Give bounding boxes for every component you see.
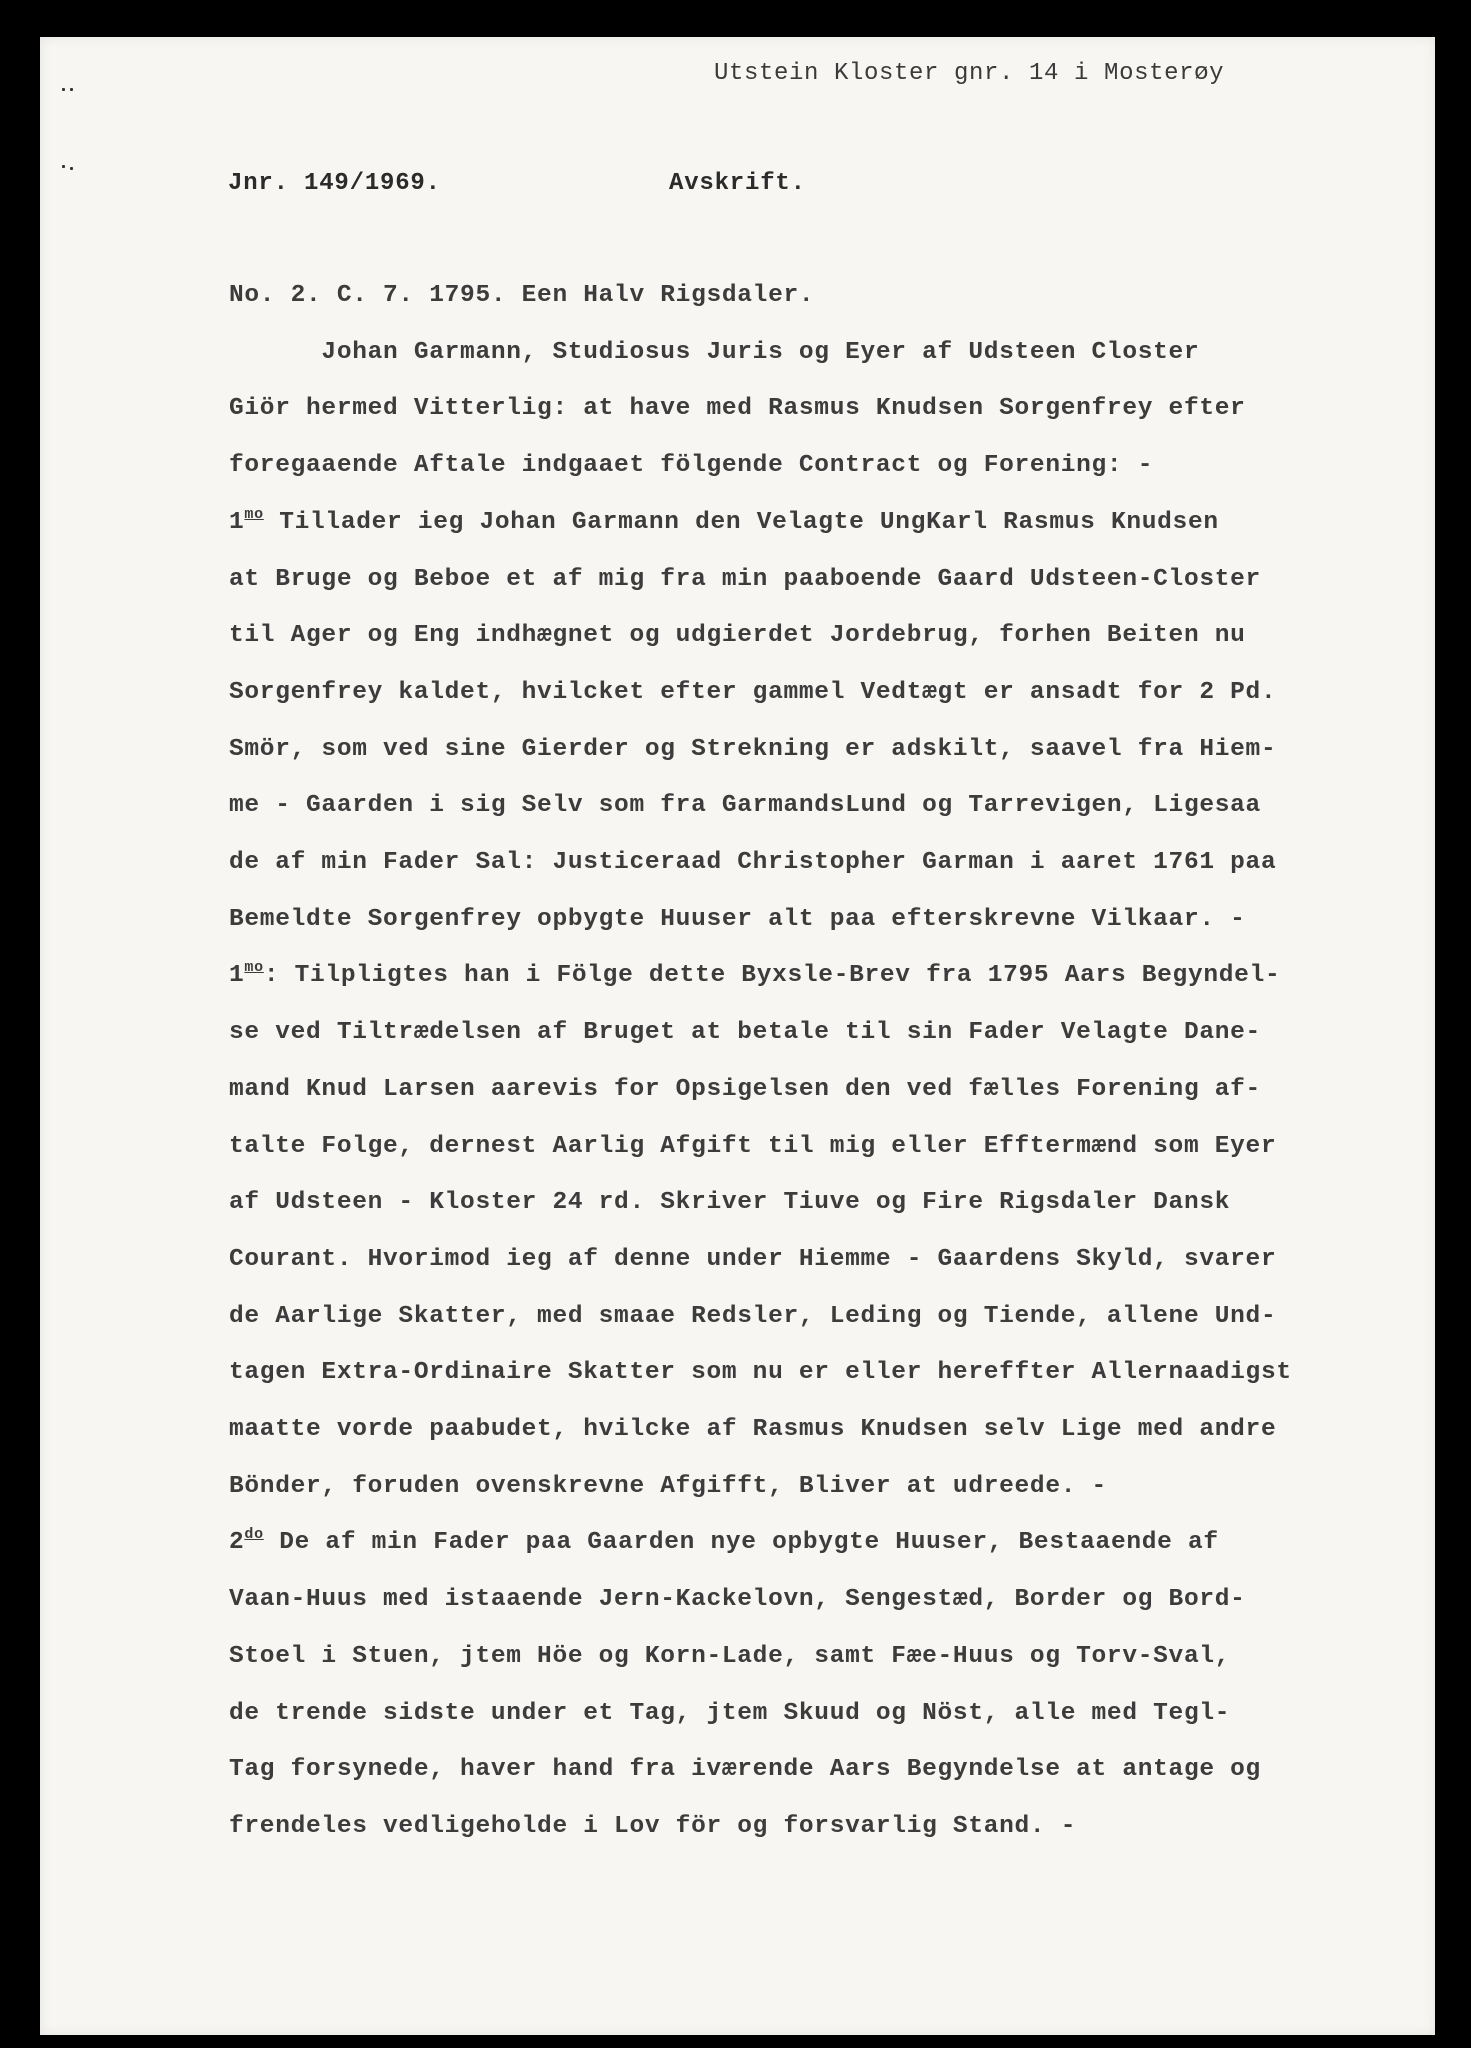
text-line: foregaaende Aftale indgaaet fölgende Contract og Forening: - [229,452,1154,480]
line-number: 1 [229,962,245,990]
text-line: de Aarlige Skatter, med smaae Redsler, Leding og Tiende, allene Und- [229,1302,1277,1330]
line-text: Tillader ieg Johan Garmann den Velagte UngKarl Rasmus Knudsen [263,508,1219,536]
text-line [229,959,1281,990]
punch-mark [70,167,73,170]
text-line: de af min Fader Sal: Justiceraad Christopher Garman i aaret 1761 paa [229,849,1277,876]
journal-number: Jnr. 149/1969. [228,170,441,197]
text-line: Courant. Hvorimod ieg af denne under Hiemme - Gaardens Skyld, svarer [229,1245,1277,1273]
text-line: me - Gaarden i sig Selv som fra GarmandsLund og Tarrevigen, Ligesaa [229,792,1261,820]
text-line: talte Folge, dernest Aarlig Afgift til mig eller Efftermænd som Eyer [229,1132,1277,1160]
text-line [229,1526,1219,1557]
ordinal-superscript: do [244,1526,264,1544]
line-number: 1 [229,508,245,536]
line-number: 2 [229,1529,245,1557]
archive-header: Utstein Kloster gnr. 14 i Mosterøy [714,60,1225,87]
text-line: til Ager og Eng indhægnet og udgierdet Jordebrug, forhen Beiten nu [229,622,1246,650]
text-line: Giör hermed Vitterlig: at have med Rasmus Knudsen Sorgenfrey efter [229,395,1246,423]
line-text: : Tilpligtes han i Fölge dette Byxsle-Brev fra 1795 Aars Begyndel- [263,962,1281,990]
text-line: No. 2. C. 7. 1795. Een Halv Rigsdaler. [229,282,815,309]
ordinal-superscript: mo [244,505,264,523]
ordinal-superscript: mo [244,959,264,977]
text-line: se ved Tiltrædelsen af Bruget at betale til sin Fader Velagte Dane- [229,1019,1261,1047]
text-line: Bönder, foruden ovenskrevne Afgifft, Bliver at udreede. - [229,1472,1107,1500]
document-kind: Avskrift. [669,170,806,197]
text-line: at Bruge og Beboe et af mig fra min paaboende Gaard Udsteen-Closter [229,565,1261,593]
text-line: Tag forsynede, haver hand fra iværende Aars Begyndelse at antage og [229,1756,1261,1784]
text-line: Vaan-Huus med istaaende Jern-Kackelovn, Sengestæd, Border og Bord- [229,1586,1246,1614]
text-line: mand Knud Larsen aarevis for Opsigelsen den ved fælles Forening af- [229,1075,1261,1103]
text-line: af Udsteen - Kloster 24 rd. Skriver Tiuve og Fire Rigsdaler Dansk [229,1189,1231,1217]
text-line: Smör, som ved sine Gierder og Strekning er adskilt, saavel fra Hiem- [229,735,1277,763]
text-line [229,505,1219,536]
text-line: tagen Extra-Ordinaire Skatter som nu er eller hereffter Allernaadigst [229,1359,1292,1387]
text-line: maatte vorde paabudet, hvilcke af Rasmus Knudsen selv Lige med andre [229,1416,1277,1443]
punch-mark [62,88,65,91]
line-text: De af min Fader paa Gaarden nye opbygte Huuser, Bestaaende af [263,1529,1219,1557]
punch-mark [62,165,65,168]
text-line: Bemeldte Sorgenfrey opbygte Huuser alt paa efterskrevne Vilkaar. - [229,905,1246,933]
text-line: Johan Garmann, Studiosus Juris og Eyer af Udsteen Closter [229,338,1200,366]
text-line: de trende sidste under et Tag, jtem Skuud og Nöst, alle med Tegl- [229,1699,1231,1727]
text-line: Stoel i Stuen, jtem Höe og Korn-Lade, samt Fæe-Huus og Torv-Sval, [229,1642,1231,1670]
punch-mark [70,88,73,91]
text-line: Sorgenfrey kaldet, hvilcket efter gammel Vedtægt er ansadt for 2 Pd. [229,678,1277,706]
text-line: frendeles vedligeholde i Lov för og forsvarlig Stand. - [229,1812,1077,1840]
